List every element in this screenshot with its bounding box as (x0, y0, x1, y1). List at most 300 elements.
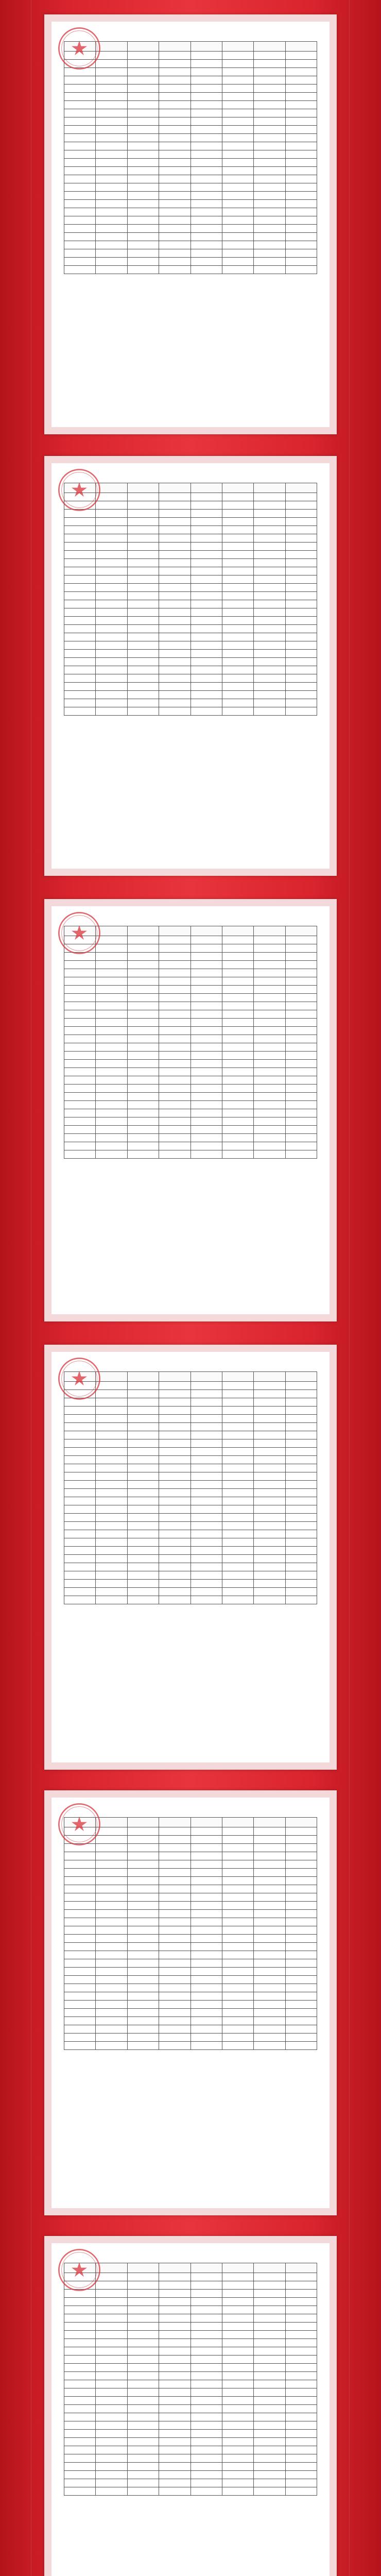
table-cell (96, 2042, 127, 2050)
table-cell (64, 1060, 96, 1068)
table-cell (285, 1076, 317, 1084)
table-cell (127, 1827, 159, 1836)
table-header-cell (285, 1372, 317, 1382)
table-row (64, 526, 317, 534)
table-row (64, 76, 317, 84)
table-cell (127, 650, 159, 658)
table-row (64, 1910, 317, 1918)
table-cell (159, 493, 190, 501)
table-cell (285, 1885, 317, 1893)
table-cell (96, 1514, 127, 1522)
table-cell (159, 1390, 190, 1398)
table-cell (159, 1827, 190, 1836)
table-cell (127, 2421, 159, 2430)
table-cell (127, 625, 159, 633)
table-cell (285, 2025, 317, 2033)
table-row (64, 2331, 317, 2339)
table-row (64, 2413, 317, 2421)
table-cell (254, 707, 285, 716)
table-cell (285, 1464, 317, 1472)
table-cell (190, 1918, 222, 1926)
table-cell (190, 953, 222, 961)
table-row (64, 2339, 317, 2347)
table-cell (222, 1984, 253, 1992)
table-cell (159, 101, 190, 109)
table-header-cell (254, 926, 285, 936)
table-cell (159, 159, 190, 167)
table-row (64, 233, 317, 241)
table-cell (64, 1596, 96, 1604)
table-cell (159, 2471, 190, 2479)
table-cell (127, 2339, 159, 2347)
table-cell (127, 1134, 159, 1142)
table-cell (159, 633, 190, 641)
table-cell (64, 518, 96, 526)
table-cell (159, 707, 190, 716)
table-cell (127, 1497, 159, 1505)
table-row (64, 134, 317, 142)
table-cell (64, 1580, 96, 1588)
table-cell (254, 633, 285, 641)
table-cell (64, 1456, 96, 1464)
table-cell (222, 2487, 253, 2496)
table-cell (96, 625, 127, 633)
table-cell (254, 1464, 285, 1472)
table-cell (222, 216, 253, 225)
table-cell (254, 1481, 285, 1489)
table-cell (127, 2479, 159, 2487)
table-cell (159, 994, 190, 1002)
table-cell (222, 1860, 253, 1869)
table-cell (127, 2405, 159, 2413)
table-row (64, 1852, 317, 1860)
table-cell (159, 1150, 190, 1159)
table-row (64, 699, 317, 707)
table-cell (285, 183, 317, 192)
table-cell (285, 534, 317, 543)
table-cell (285, 641, 317, 650)
table-cell (64, 2463, 96, 2471)
table-cell (64, 1505, 96, 1514)
table-cell (222, 608, 253, 617)
table-row (64, 183, 317, 192)
table-cell (127, 1935, 159, 1943)
table-cell (285, 1580, 317, 1588)
table-cell (254, 1984, 285, 1992)
table-cell (254, 493, 285, 501)
table-cell (64, 584, 96, 592)
table-cell (96, 1918, 127, 1926)
table-cell (96, 2314, 127, 2323)
table-cell (96, 142, 127, 150)
table-cell (96, 2487, 127, 2496)
table-cell (222, 1852, 253, 1860)
table-cell (127, 1060, 159, 1068)
table-cell (222, 2471, 253, 2479)
table-cell (159, 1415, 190, 1423)
table-cell (190, 2413, 222, 2421)
table-cell (285, 2372, 317, 2380)
table-cell (127, 936, 159, 944)
table-cell (96, 1456, 127, 1464)
table-cell (127, 526, 159, 534)
table-row (64, 150, 317, 159)
table-cell (254, 2298, 285, 2306)
table-cell (64, 1481, 96, 1489)
table-row (64, 1926, 317, 1935)
table-cell (127, 1035, 159, 1043)
table-cell (159, 977, 190, 986)
table-cell (285, 1117, 317, 1126)
table-cell (127, 1456, 159, 1464)
table-cell (159, 249, 190, 258)
table-row (64, 159, 317, 167)
table-cell (285, 1976, 317, 1984)
table-cell (159, 641, 190, 650)
table-cell (222, 936, 253, 944)
table-cell (222, 150, 253, 159)
table-cell (64, 1406, 96, 1415)
table-cell (190, 567, 222, 575)
table-cell (96, 2471, 127, 2479)
table-cell (254, 93, 285, 101)
table-cell (254, 2001, 285, 2009)
table-row (64, 2364, 317, 2372)
table-cell (127, 2454, 159, 2463)
table-cell (285, 216, 317, 225)
table-cell (96, 969, 127, 977)
table-cell (96, 650, 127, 658)
roster-table (64, 483, 317, 716)
table-cell (159, 1142, 190, 1150)
table-cell (127, 167, 159, 175)
table-cell (159, 2009, 190, 2017)
table-cell (159, 1860, 190, 1869)
table-cell (96, 1423, 127, 1431)
table-cell (190, 1076, 222, 1084)
table-cell (285, 1150, 317, 1159)
table-cell (190, 2339, 222, 2347)
table-cell (127, 1406, 159, 1415)
table-cell (64, 159, 96, 167)
table-cell (127, 1943, 159, 1951)
table-cell (64, 2306, 96, 2314)
table-cell (190, 2306, 222, 2314)
table-cell (222, 691, 253, 699)
table-cell (285, 707, 317, 716)
table-cell (190, 2421, 222, 2430)
table-cell (159, 1439, 190, 1448)
table-cell (285, 592, 317, 600)
table-cell (96, 1959, 127, 1968)
table-cell (190, 2364, 222, 2372)
table-cell (127, 2413, 159, 2421)
table-cell (159, 1481, 190, 1489)
table-header-cell (127, 1818, 159, 1827)
table-cell (222, 2290, 253, 2298)
table-cell (222, 60, 253, 68)
table-cell (190, 1852, 222, 1860)
table-row (64, 1860, 317, 1869)
table-cell (96, 167, 127, 175)
table-cell (190, 2331, 222, 2339)
table-cell (222, 1968, 253, 1976)
document-page (44, 899, 337, 1321)
table-cell (190, 2372, 222, 2380)
table-cell (222, 1084, 253, 1093)
table-cell (127, 1522, 159, 1530)
table-cell (96, 977, 127, 986)
table-row (64, 258, 317, 266)
table-cell (285, 658, 317, 666)
table-cell (159, 2446, 190, 2454)
table-header-cell (190, 2263, 222, 2273)
table-cell (127, 969, 159, 977)
table-cell (285, 617, 317, 625)
table-cell (254, 1943, 285, 1951)
table-cell (64, 2298, 96, 2306)
table-cell (285, 1398, 317, 1406)
table-cell (159, 1068, 190, 1076)
table-cell (254, 159, 285, 167)
table-cell (254, 1514, 285, 1522)
table-cell (254, 2347, 285, 2355)
table-cell (159, 2454, 190, 2463)
table-cell (254, 68, 285, 76)
table-cell (254, 2042, 285, 2050)
table-header-cell (222, 483, 253, 493)
table-cell (159, 109, 190, 117)
table-cell (254, 1976, 285, 1984)
table-cell (190, 666, 222, 674)
table-cell (96, 1002, 127, 1010)
table-cell (159, 2413, 190, 2421)
table-cell (64, 1134, 96, 1142)
table-cell (222, 1456, 253, 1464)
table-cell (96, 683, 127, 691)
table-cell (64, 526, 96, 534)
table-cell (222, 1093, 253, 1101)
table-cell (159, 567, 190, 575)
table-cell (285, 1555, 317, 1563)
table-header-cell (159, 483, 190, 493)
table-cell (127, 1398, 159, 1406)
table-row (64, 1431, 317, 1439)
table-cell (222, 1109, 253, 1117)
table-cell (96, 1563, 127, 1571)
table-row (64, 510, 317, 518)
table-cell (127, 534, 159, 543)
table-cell (285, 1522, 317, 1530)
table-cell (127, 2001, 159, 2009)
table-cell (159, 501, 190, 510)
table-cell (127, 2298, 159, 2306)
table-cell (254, 2331, 285, 2339)
table-cell (96, 2033, 127, 2042)
table-row (64, 1959, 317, 1968)
table-row (64, 2281, 317, 2290)
table-cell (127, 1918, 159, 1926)
table-cell (159, 2314, 190, 2323)
table-cell (159, 2438, 190, 2446)
table-row (64, 1555, 317, 1563)
table-cell (159, 2405, 190, 2413)
table-cell (285, 2454, 317, 2463)
table-cell (190, 200, 222, 208)
table-cell (96, 159, 127, 167)
table-cell (254, 1076, 285, 1084)
table-cell (222, 551, 253, 559)
table-cell (127, 1910, 159, 1918)
table-cell (96, 2025, 127, 2033)
table-cell (159, 1134, 190, 1142)
table-cell (222, 2009, 253, 2017)
table-cell (222, 534, 253, 543)
table-cell (222, 1052, 253, 1060)
table-row (64, 241, 317, 249)
table-cell (254, 1101, 285, 1109)
table-row (64, 2033, 317, 2042)
table-cell (254, 2430, 285, 2438)
table-cell (285, 1010, 317, 1019)
table-cell (127, 175, 159, 183)
table-cell (159, 1472, 190, 1481)
table-cell (254, 575, 285, 584)
table-cell (285, 1547, 317, 1555)
table-cell (222, 2380, 253, 2388)
table-cell (222, 543, 253, 551)
table-row (64, 1481, 317, 1489)
table-cell (190, 534, 222, 543)
table-cell (159, 617, 190, 625)
table-cell (64, 1010, 96, 1019)
table-cell (285, 134, 317, 142)
table-row (64, 650, 317, 658)
table-cell (222, 1514, 253, 1522)
table-cell (285, 1860, 317, 1869)
table-cell (127, 1588, 159, 1596)
table-cell (190, 1588, 222, 1596)
table-cell (190, 1439, 222, 1448)
table-row (64, 1893, 317, 1902)
table-row (64, 1060, 317, 1068)
table-cell (285, 1852, 317, 1860)
table-header-cell (159, 42, 190, 52)
table-row (64, 1547, 317, 1555)
table-cell (64, 2025, 96, 2033)
table-cell (64, 608, 96, 617)
table-cell (96, 1877, 127, 1885)
table-cell (127, 1076, 159, 1084)
table-cell (222, 592, 253, 600)
table-cell (96, 707, 127, 716)
table-cell (190, 1382, 222, 1390)
table-cell (254, 683, 285, 691)
table-cell (254, 1547, 285, 1555)
table-cell (222, 1150, 253, 1159)
table-cell (222, 225, 253, 233)
table-cell (127, 953, 159, 961)
table-cell (159, 76, 190, 84)
table-cell (285, 1497, 317, 1505)
table-cell (127, 2487, 159, 2496)
table-row (64, 1943, 317, 1951)
table-cell (254, 2487, 285, 2496)
table-cell (159, 1448, 190, 1456)
table-cell (222, 2001, 253, 2009)
table-cell (96, 1035, 127, 1043)
table-cell (96, 1860, 127, 1869)
table-cell (190, 2471, 222, 2479)
table-cell (127, 1448, 159, 1456)
table-cell (64, 2314, 96, 2323)
table-cell (222, 1959, 253, 1968)
table-cell (285, 52, 317, 60)
table-cell (64, 575, 96, 584)
table-header-cell (127, 2263, 159, 2273)
table-cell (285, 192, 317, 200)
table-cell (127, 1415, 159, 1423)
table-row (64, 1134, 317, 1142)
table-row (64, 1935, 317, 1943)
table-cell (222, 109, 253, 117)
table-cell (254, 953, 285, 961)
table-cell (64, 1885, 96, 1893)
table-cell (285, 683, 317, 691)
table-row (64, 575, 317, 584)
table-row (64, 1002, 317, 1010)
table-row (64, 192, 317, 200)
table-row (64, 2314, 317, 2323)
table-row (64, 2372, 317, 2380)
table-cell (159, 241, 190, 249)
table-cell (159, 1992, 190, 2001)
table-cell (190, 1472, 222, 1481)
table-cell (254, 691, 285, 699)
table-cell (254, 1035, 285, 1043)
table-cell (254, 1580, 285, 1588)
table-cell (285, 1935, 317, 1943)
table-cell (190, 1027, 222, 1035)
table-cell (159, 2430, 190, 2438)
table-row (64, 1093, 317, 1101)
table-cell (64, 1019, 96, 1027)
table-cell (127, 543, 159, 551)
table-cell (190, 2388, 222, 2397)
table-cell (159, 608, 190, 617)
table-row (64, 518, 317, 526)
table-cell (190, 150, 222, 159)
table-cell (159, 1035, 190, 1043)
table-cell (64, 266, 96, 274)
table-cell (159, 1093, 190, 1101)
table-cell (64, 2364, 96, 2372)
table-cell (159, 2331, 190, 2339)
table-cell (96, 1571, 127, 1580)
table-cell (254, 986, 285, 994)
table-cell (190, 1481, 222, 1489)
table-cell (127, 1902, 159, 1910)
table-cell (222, 76, 253, 84)
table-cell (285, 175, 317, 183)
table-cell (222, 526, 253, 534)
table-cell (127, 1109, 159, 1117)
table-cell (190, 1415, 222, 1423)
table-cell (190, 1885, 222, 1893)
table-cell (64, 93, 96, 101)
table-cell (285, 543, 317, 551)
table-cell (159, 1464, 190, 1472)
